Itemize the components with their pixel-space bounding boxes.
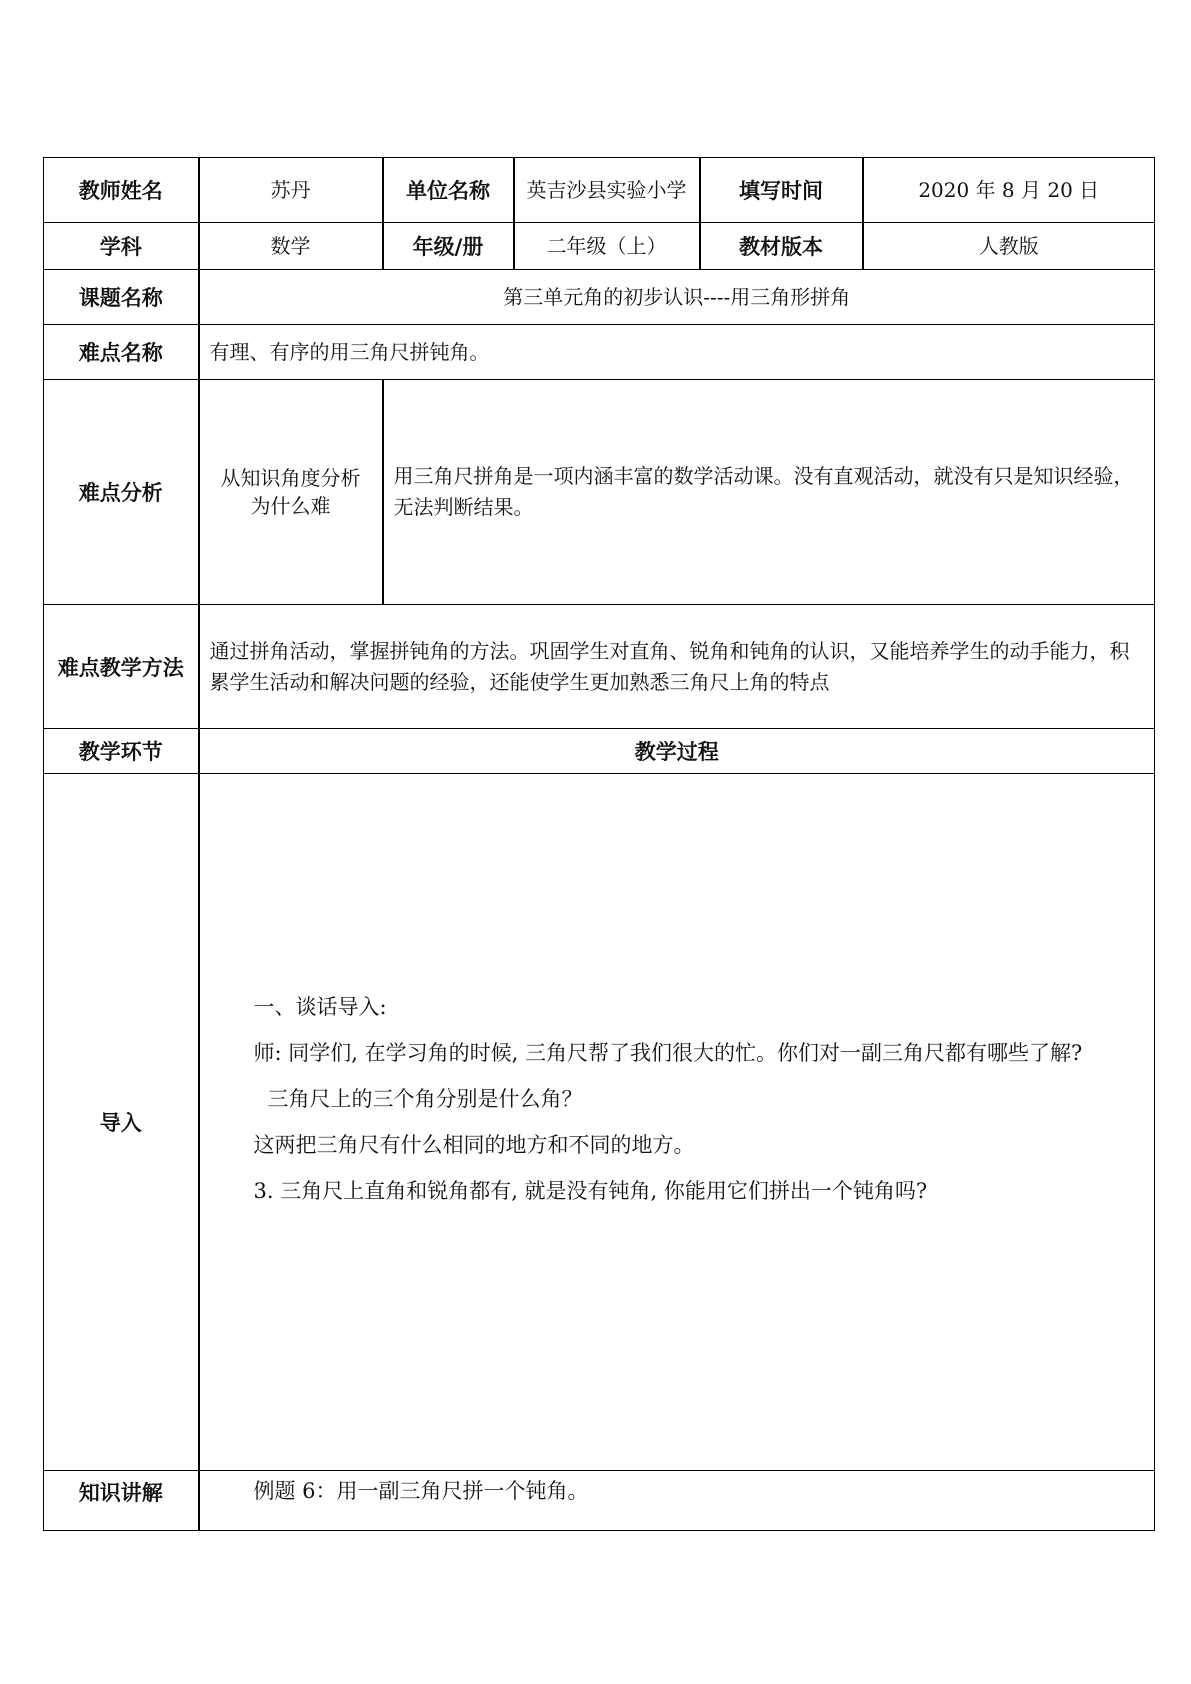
topic-row <box>44 270 1155 325</box>
knowledge-row <box>44 1471 1155 1531</box>
intro-row <box>44 774 1155 1471</box>
method-value: 通过拼角活动，掌握拼钝角的方法。巩固学生对直角、锐角和钝角的认识，又能培养学生的动手能力，积累学生活动和解决问题的经验，还能使学生更加熟悉三角尺上角的特点 <box>199 605 1155 729</box>
grade-label: 年级/册 <box>383 223 514 270</box>
method-row <box>44 605 1155 729</box>
info-row-2 <box>44 223 1155 270</box>
lesson-plan-table <box>43 157 1155 1531</box>
fill-date-value: 2020 年 8 月 20 日 <box>863 158 1155 223</box>
topic-label: 课题名称 <box>44 270 199 325</box>
method-label: 难点教学方法 <box>44 605 199 729</box>
analysis-sub-label-text: 从知识角度分析为什么难 <box>220 466 361 518</box>
intro-line-3: 三角尺上的三个角分别是什么角？ <box>267 1087 583 1111</box>
intro-line-2: 师: 同学们, 在学习角的时候, 三角尺帮了我们很大的忙。你们对一副三角尺都有哪些了解? <box>253 1041 1083 1065</box>
subject-label: 学科 <box>44 223 199 270</box>
edition-label: 教材版本 <box>700 223 863 270</box>
topic-value: 第三单元角的初步认识----用三角形拼角 <box>199 270 1155 325</box>
unit-name-label: 单位名称 <box>383 158 514 223</box>
analysis-row <box>44 380 1155 605</box>
intro-label: 导入 <box>44 774 199 1471</box>
intro-line-4: 这两把三角尺有什么相同的地方和不同的地方。 <box>253 1133 695 1157</box>
teacher-name-label: 教师姓名 <box>44 158 199 223</box>
intro-line-1: 一、谈话导入: <box>253 995 387 1019</box>
subject-value: 数学 <box>199 223 383 270</box>
process-header: 教学过程 <box>199 729 1155 774</box>
intro-content <box>199 774 1155 1471</box>
intro-line-5: 3. 三角尺上直角和锐角都有, 就是没有钝角, 你能用它们拼出一个钝角吗? <box>253 1179 928 1203</box>
unit-name-text: 英吉沙县实验小学 <box>526 178 687 202</box>
fill-date-label: 填写时间 <box>700 158 863 223</box>
knowledge-label: 知识讲解 <box>44 1471 199 1531</box>
analysis-value: 用三角尺拼角是一项内涵丰富的数学活动课。没有直观活动，就没有只是知识经验，无法判断结果。 <box>383 380 1155 605</box>
unit-name-value <box>514 158 700 223</box>
difficulty-value: 有理、有序的用三角尺拼钝角。 <box>199 325 1155 380</box>
difficulty-row <box>44 325 1155 380</box>
info-row-1 <box>44 158 1155 223</box>
difficulty-label: 难点名称 <box>44 325 199 380</box>
analysis-sub-label <box>199 380 383 605</box>
edition-value: 人教版 <box>863 223 1155 270</box>
teacher-name-value: 苏丹 <box>199 158 383 223</box>
knowledge-line: 例题 6：用一副三角尺拼一个钝角。 <box>253 1479 589 1503</box>
knowledge-content <box>199 1471 1155 1531</box>
stage-header: 教学环节 <box>44 729 199 774</box>
analysis-label: 难点分析 <box>44 380 199 605</box>
process-header-row <box>44 729 1155 774</box>
grade-value: 二年级（上） <box>514 223 700 270</box>
